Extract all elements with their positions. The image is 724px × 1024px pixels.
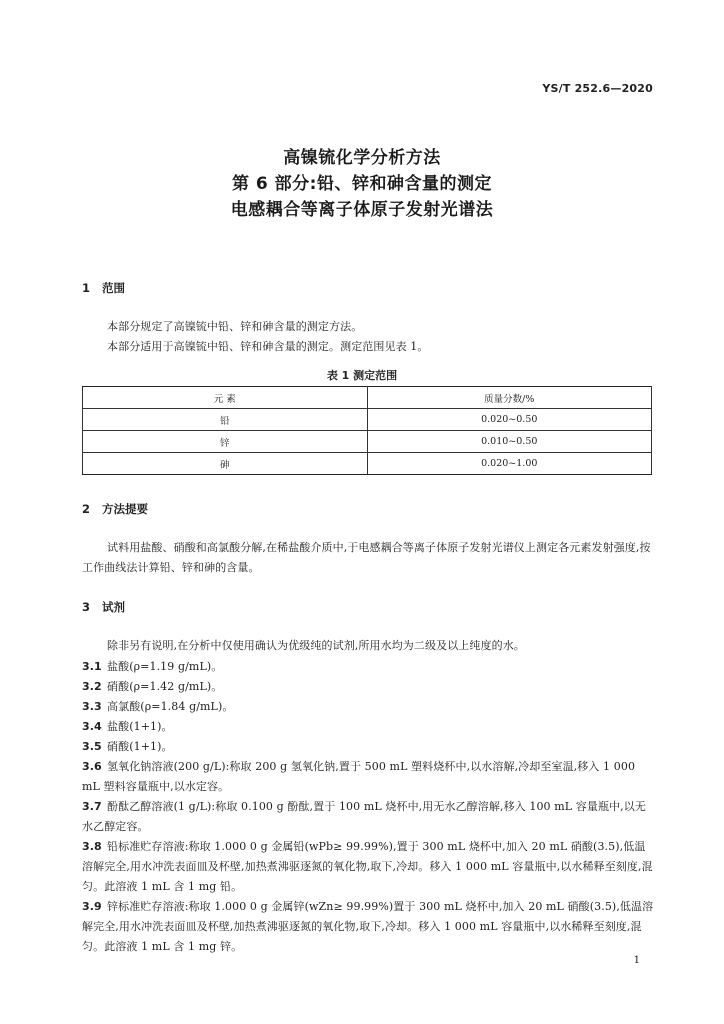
title-line-1: 高镍锍化学分析方法: [283, 148, 441, 168]
reagent-number: 3.8: [82, 840, 102, 853]
reagent-number: 3.3: [82, 700, 102, 713]
table-header-mass-fraction: 质量分数/%: [367, 387, 652, 409]
section-1-number: 1: [82, 281, 91, 295]
section-2-number: 2: [82, 502, 91, 516]
table-cell-element: 铅: [83, 409, 368, 431]
table-cell-element: 锌: [83, 431, 368, 453]
table-cell-range: 0.020~1.00: [367, 453, 652, 475]
reagent-item: [82, 797, 654, 837]
reagent-text: 铅标准贮存溶液:称取 1.000 0 g 金属铅(wPb≥ 99.99%),置于 300 mL 烧杯中,加入 20 mL 硝酸(3.5),低温溶解完全,用水冲洗表面皿及杯壁,加热煮沸驱逐氮的氧化物,取下,冷却。移入 1 000 mL 容量瓶中,以水稀释至刻度,混匀。此溶液 1 mL 含 1 mg 铅。: [82, 840, 653, 893]
standard-code: YS/T 252.6—2020: [542, 82, 653, 95]
reagent-item: [82, 677, 654, 697]
reagent-text: 高氯酸(ρ=1.84 g/mL)。: [107, 700, 234, 713]
section-3-heading: [82, 599, 125, 615]
reagent-number: 3.5: [82, 740, 102, 753]
reagent-text: 酚酞乙醇溶液(1 g/L):称取 0.100 g 酚酞,置于 100 mL 烧杯中,用无水乙醇溶解,移入 100 mL 容量瓶中,以无水乙醇定容。: [82, 800, 646, 833]
page-number: 1: [633, 955, 640, 966]
table-header-element: 元 素: [83, 387, 368, 409]
table-row: [83, 409, 652, 431]
reagent-item: [82, 697, 654, 717]
reagent-item: [82, 757, 654, 797]
reagent-item: [82, 717, 654, 737]
reagent-text: 盐酸(ρ=1.19 g/mL)。: [107, 660, 223, 673]
reagent-text: 硝酸(1+1)。: [107, 740, 173, 753]
table-cell-element: 砷: [83, 453, 368, 475]
table-cell-range: 0.010~0.50: [367, 431, 652, 453]
section-3-intro: 除非另有说明,在分析中仅使用确认为优级纯的试剂,所用水均为二级及以上纯度的水。: [107, 639, 525, 652]
table-cell-range: 0.020~0.50: [367, 409, 652, 431]
section-2-title: 方法提要: [102, 502, 148, 516]
section-3-title: 试剂: [102, 600, 125, 614]
section-1-title: 范围: [102, 281, 125, 295]
reagent-item: [82, 737, 654, 757]
reagent-number: 3.7: [82, 800, 102, 813]
section-1-heading: [82, 280, 125, 296]
table-1-caption: 表 1 测定范围: [326, 369, 398, 382]
reagent-number: 3.9: [82, 900, 102, 913]
table-header-row: [83, 387, 652, 409]
reagent-text: 硝酸(ρ=1.42 g/mL)。: [107, 680, 223, 693]
section-2-heading: [82, 501, 148, 517]
reagent-number: 3.1: [82, 660, 102, 673]
reagent-text: 锌标准贮存溶液:称取 1.000 0 g 金属锌(wZn≥ 99.99%)置于 300 mL 烧杯中,加入 20 mL 硝酸(3.5),低温溶解完全,用水冲洗表面皿及杯壁,加热煮沸驱逐氮的氧化物,取下,冷却。移入 1 000 mL 容量瓶中,以水稀释至刻度,混匀。此溶液 1 mL 含 1 mg 锌。: [82, 900, 654, 953]
reagent-item: [82, 657, 654, 677]
section-3-number: 3: [82, 600, 91, 614]
reagent-text: 氢氧化钠溶液(200 g/L):称取 200 g 氢氧化钠,置于 500 mL 塑料烧杯中,以水溶解,冷却至室温,移入 1 000 mL 塑料容量瓶中,以水定容。: [82, 760, 636, 793]
reagent-text: 盐酸(1+1)。: [107, 720, 173, 733]
table-row: [83, 453, 652, 475]
section-2-paragraph: 试料用盐酸、硝酸和高氯酸分解,在稀盐酸介质中,于电感耦合等离子体原子发射光谱仪上测定各元素发射强度,按工作曲线法计算铅、锌和砷的含量。: [82, 541, 651, 574]
title-line-2: 第 6 部分:铅、锌和砷含量的测定: [232, 174, 492, 194]
document-title: [0, 145, 724, 223]
title-line-3: 电感耦合等离子体原子发射光谱法: [230, 200, 494, 220]
section-1-paragraph-2: 本部分适用于高镍锍中铅、锌和砷含量的测定。测定范围见表 1。: [107, 340, 429, 353]
range-table: [82, 386, 652, 475]
table-row: [83, 431, 652, 453]
reagent-number: 3.6: [82, 760, 102, 773]
reagent-number: 3.4: [82, 720, 102, 733]
section-1-paragraph-1: 本部分规定了高镍锍中铅、锌和砷含量的测定方法。: [107, 320, 363, 333]
reagent-number: 3.2: [82, 680, 102, 693]
reagent-item: [82, 837, 654, 897]
reagent-item: [82, 897, 654, 957]
